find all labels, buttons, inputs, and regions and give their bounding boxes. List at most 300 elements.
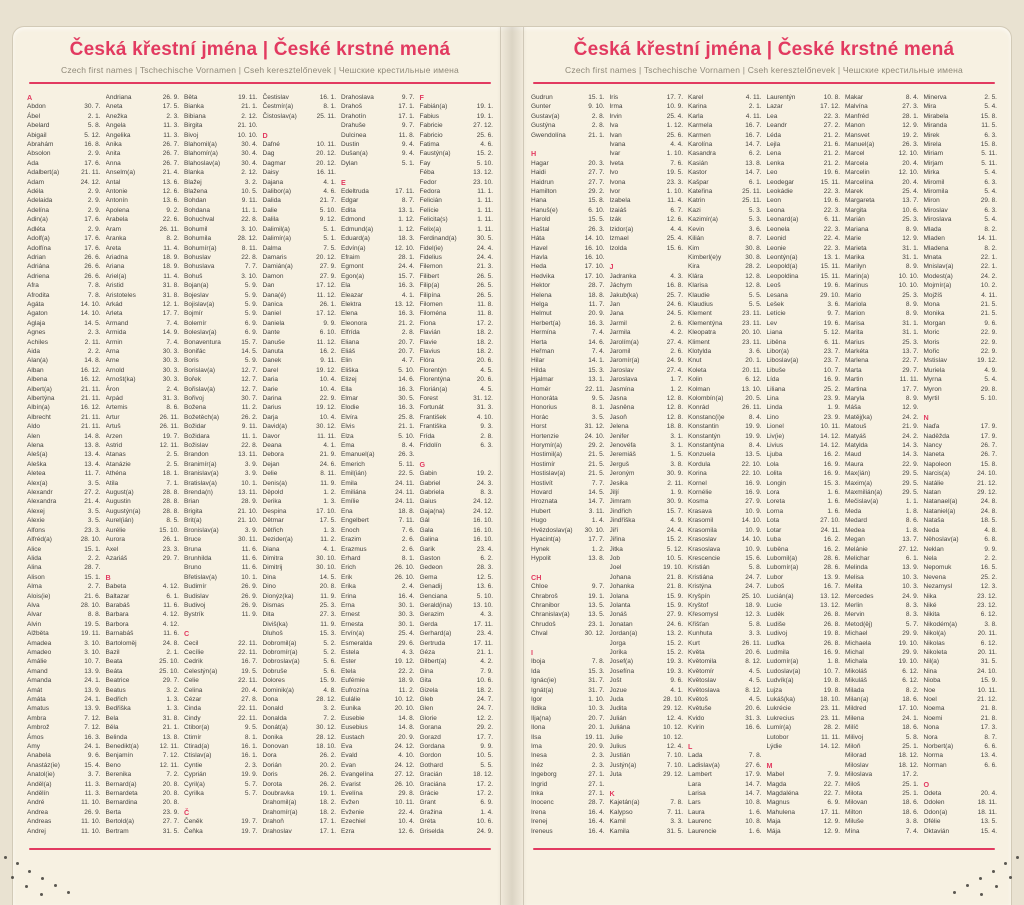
name-day-date: 18. 8. xyxy=(398,507,415,515)
name-day-date: 26. 9. xyxy=(241,583,258,591)
name-entry xyxy=(845,291,919,300)
first-name: Konstantýn xyxy=(688,432,721,440)
name-day-date: 5. 3. xyxy=(748,216,762,224)
first-name: Mladena xyxy=(923,244,949,252)
name-entry xyxy=(610,742,684,751)
name-day-date: 27. 9. xyxy=(319,263,336,271)
name-entry xyxy=(184,601,258,610)
name-day-date: 22. 4. xyxy=(823,235,840,243)
name-entry xyxy=(341,827,415,836)
name-day-date: 19. 8. xyxy=(823,630,840,638)
name-day-date: 8. 4. xyxy=(905,94,919,101)
name-entry xyxy=(106,516,180,525)
first-name: Efraim xyxy=(341,253,360,261)
name-day-date: 26. 7. xyxy=(162,159,179,167)
first-name: Nikita xyxy=(923,611,940,619)
name-entry xyxy=(610,761,684,770)
name-entry xyxy=(767,808,841,817)
name-day-date: 12. 9. xyxy=(902,404,919,412)
first-name: Alida xyxy=(27,554,42,562)
name-entry xyxy=(531,244,605,253)
first-name: Noema xyxy=(923,705,945,713)
name-day-date: 15. 10. xyxy=(159,526,179,534)
first-name: Bernard(a) xyxy=(105,780,137,788)
first-name: Ctimír xyxy=(184,733,202,741)
name-entry xyxy=(106,338,180,347)
first-name: Morgan xyxy=(923,319,946,327)
name-day-date: 12. 7. xyxy=(241,385,258,393)
name-entry xyxy=(924,733,998,742)
name-entry xyxy=(263,469,337,478)
name-day-date: 10. 6. xyxy=(476,677,493,685)
name-entry xyxy=(688,479,762,488)
name-day-date: 13. 9. xyxy=(84,705,101,713)
name-day-date: 15. 8. xyxy=(980,460,997,468)
name-entry xyxy=(106,244,180,253)
first-name: Ignác(ie) xyxy=(531,677,557,685)
name-column xyxy=(767,93,841,836)
name-entry xyxy=(610,657,684,666)
first-name: Eustach xyxy=(341,733,365,741)
name-entry xyxy=(420,441,494,450)
name-entry xyxy=(767,178,841,187)
first-name: Blahomír(a) xyxy=(184,150,218,158)
first-name: Felície xyxy=(419,206,439,214)
first-name: Blahoslav(a) xyxy=(184,159,221,167)
first-name: Chranislav(a) xyxy=(531,611,570,619)
name-entry xyxy=(420,695,494,704)
first-name: Absolon xyxy=(27,150,51,158)
name-day-date: 19. 8. xyxy=(823,677,840,685)
first-name: Milton xyxy=(845,808,863,816)
first-name: Arkád xyxy=(105,300,123,308)
name-entry xyxy=(184,168,258,177)
first-name: Havel xyxy=(531,244,548,252)
name-day-date: 12. 4. xyxy=(666,714,683,722)
first-name: Chloe xyxy=(531,583,548,591)
first-name: Albín(a) xyxy=(27,404,50,412)
first-name: Adam xyxy=(27,178,44,186)
first-name: Gražina xyxy=(419,808,443,816)
first-name: Lenka xyxy=(766,159,785,167)
name-day-date: 2. 1. xyxy=(166,648,179,656)
name-day-date: 27. 9. xyxy=(745,498,762,506)
name-entry xyxy=(341,309,415,318)
first-name: Libuše xyxy=(766,366,786,374)
name-entry xyxy=(767,422,841,431)
name-entry xyxy=(341,507,415,516)
first-name: Brit(a) xyxy=(184,517,202,525)
name-entry xyxy=(688,319,762,328)
name-day-date: 29. 2. xyxy=(588,442,605,450)
name-entry xyxy=(845,131,919,140)
name-day-date: 16. 10. xyxy=(473,517,493,525)
first-name: Jiljí xyxy=(609,489,619,497)
name-entry xyxy=(767,770,841,779)
name-entry xyxy=(106,601,180,610)
first-name: Megan xyxy=(845,536,865,544)
name-entry xyxy=(924,554,998,563)
first-name: Naděžda xyxy=(923,432,950,440)
name-day-date: 21. 12. xyxy=(977,479,997,487)
name-entry xyxy=(184,479,258,488)
name-entry xyxy=(184,582,258,591)
name-day-date: 2. 8. xyxy=(480,432,493,440)
name-entry xyxy=(767,554,841,563)
first-name: Areta xyxy=(105,244,122,252)
first-name: Danuše xyxy=(262,338,285,346)
name-day-date: 16. 10. xyxy=(473,526,493,534)
name-day-date: 14. 5. xyxy=(84,319,101,327)
name-entry xyxy=(184,253,258,262)
name-entry xyxy=(924,159,998,168)
name-entry xyxy=(688,149,762,158)
name-day-date: 30. 5. xyxy=(398,395,415,402)
name-day-date: 6. 2. xyxy=(748,150,762,158)
first-name: Elvis xyxy=(341,423,355,431)
name-day-date: 16. 9. xyxy=(823,460,840,468)
name-entry xyxy=(341,695,415,704)
first-name: Felix(a) xyxy=(419,225,442,233)
name-day-date: 11. 6. xyxy=(163,601,179,609)
name-day-date: 26. 8. xyxy=(823,611,840,619)
diary-spread xyxy=(12,26,1012,905)
first-name: Gertruda xyxy=(419,639,446,647)
name-entry xyxy=(341,497,415,506)
name-day-date: 27. 7. xyxy=(588,178,605,186)
name-day-date: 17. 5. xyxy=(319,517,336,525)
first-name: Kamila xyxy=(609,827,630,835)
first-name: Abrahám xyxy=(27,141,54,149)
name-entry xyxy=(688,178,762,187)
name-entry xyxy=(531,554,605,563)
first-name: Jaroslava xyxy=(609,376,638,384)
name-entry xyxy=(767,338,841,347)
name-entry xyxy=(263,422,337,431)
first-name: Martina xyxy=(845,385,867,393)
first-name: Doris xyxy=(262,771,278,779)
first-name: Dalibor(a) xyxy=(262,188,292,196)
name-entry xyxy=(341,140,415,149)
name-entry xyxy=(845,563,919,572)
name-day-date: 11. 9. xyxy=(320,620,336,628)
first-name: Lino xyxy=(766,413,779,421)
name-entry xyxy=(341,121,415,130)
first-name: Beno xyxy=(105,761,121,769)
name-entry xyxy=(420,733,494,742)
first-name: Myrna xyxy=(923,376,942,384)
first-name: Ida xyxy=(531,667,541,675)
name-day-date: 3. 9. xyxy=(244,460,258,468)
name-entry xyxy=(845,479,919,488)
first-name: Jasněna xyxy=(609,404,635,412)
name-entry xyxy=(106,526,180,535)
first-name: Frída xyxy=(419,432,435,440)
first-name: Helena xyxy=(531,291,552,299)
name-day-date: 17. 5. xyxy=(162,103,179,111)
first-name: Hana xyxy=(531,197,547,205)
name-entry xyxy=(263,545,337,554)
first-name: Kryštof xyxy=(688,601,709,609)
first-name: Ludoslav(a) xyxy=(766,667,801,675)
name-entry xyxy=(263,808,337,817)
name-day-date: 27. 8. xyxy=(241,696,258,703)
name-day-date: 29. 2. xyxy=(588,188,605,196)
name-entry xyxy=(767,102,841,111)
name-day-date: 25. 4. xyxy=(666,112,683,120)
blank-row xyxy=(531,639,605,648)
first-name: Fabricie xyxy=(419,122,443,130)
name-entry xyxy=(688,469,762,478)
name-day-date: 23. 11. xyxy=(742,319,762,327)
name-day-date: 21. 5. xyxy=(980,310,997,318)
name-entry xyxy=(688,507,762,516)
first-name: Leona xyxy=(766,206,785,214)
name-day-date: 31. 12. xyxy=(473,395,493,402)
first-name: Berenika xyxy=(105,771,132,779)
name-day-date: 19. 2. xyxy=(476,470,493,478)
name-day-date: 11. 2. xyxy=(398,686,415,694)
name-entry xyxy=(420,291,494,300)
name-entry xyxy=(263,366,337,375)
name-day-date: 5. 7. xyxy=(244,780,258,788)
name-day-date: 1. 12. xyxy=(398,225,415,233)
first-name: Bořislav(a) xyxy=(184,385,216,393)
name-entry xyxy=(27,215,101,224)
name-entry xyxy=(845,751,919,760)
first-name: Jitka xyxy=(609,545,623,553)
first-name: Elvíra xyxy=(341,413,358,421)
first-name: Filoména xyxy=(419,310,447,318)
name-day-date: 21. 1. xyxy=(162,724,179,732)
name-entry xyxy=(924,704,998,713)
name-entry xyxy=(263,187,337,196)
name-day-date: 6. 11. xyxy=(824,216,840,224)
first-name: Áron xyxy=(105,385,120,393)
name-entry xyxy=(106,215,180,224)
first-name: Břetislav(a) xyxy=(184,573,217,581)
first-name: Bojislav(a) xyxy=(184,300,215,308)
name-entry xyxy=(184,751,258,760)
first-name: Herbert(a) xyxy=(531,319,561,327)
name-day-date: 11. 12. xyxy=(316,338,336,346)
name-entry xyxy=(531,102,605,111)
first-name: Hanuš(e) xyxy=(531,206,558,214)
name-entry xyxy=(106,733,180,742)
name-entry xyxy=(27,196,101,205)
name-entry xyxy=(924,262,998,271)
name-entry xyxy=(531,234,605,243)
name-day-date: 9. 11. xyxy=(320,357,336,365)
name-entry xyxy=(263,601,337,610)
blank-row xyxy=(184,620,258,629)
first-name: Lea xyxy=(766,112,778,120)
first-name: Ludmila xyxy=(766,648,790,656)
first-name: Ivan xyxy=(609,131,622,139)
name-entry xyxy=(184,827,258,836)
name-day-date: 7. 4. xyxy=(166,319,179,327)
name-day-date: 31. 7. xyxy=(588,686,605,694)
name-entry xyxy=(263,526,337,535)
name-entry xyxy=(184,789,258,798)
first-name: Adelína xyxy=(27,206,50,214)
first-name: Gita xyxy=(419,677,432,685)
name-entry xyxy=(688,356,762,365)
name-day-date: 14. 7. xyxy=(745,780,762,788)
first-name: Eliana xyxy=(341,338,360,346)
name-day-date: 2. 5. xyxy=(166,460,179,468)
first-name: Gedeon xyxy=(419,564,443,572)
first-name: Donát(a) xyxy=(262,724,288,732)
name-entry xyxy=(341,102,415,111)
name-entry xyxy=(531,723,605,732)
first-name: Brian xyxy=(184,498,200,506)
name-entry xyxy=(610,413,684,422)
name-entry xyxy=(845,121,919,130)
name-day-date: 10. 8. xyxy=(823,94,840,101)
name-day-date: 12. 10. xyxy=(898,169,919,177)
name-entry xyxy=(341,460,415,469)
name-entry xyxy=(924,751,998,760)
name-entry xyxy=(27,140,101,149)
first-name: Loreta xyxy=(766,498,785,506)
name-day-date: 24. 4. xyxy=(476,244,493,252)
first-name: Danica xyxy=(262,300,283,308)
name-day-date: 30. 3. xyxy=(162,366,179,374)
first-name: Kastor xyxy=(688,169,707,177)
first-name: Maja xyxy=(766,818,781,826)
first-name: Jiří xyxy=(609,526,619,534)
name-day-date: 1. 6. xyxy=(748,808,762,816)
first-name: Fedora xyxy=(419,188,441,196)
name-entry xyxy=(924,601,998,610)
name-entry xyxy=(341,300,415,309)
name-day-date: 29. 12. xyxy=(977,489,997,497)
first-name: Alexandra xyxy=(27,498,57,506)
name-entry xyxy=(420,780,494,789)
first-name: Odon(a) xyxy=(923,808,948,816)
first-name: Lorna xyxy=(766,507,784,515)
name-entry xyxy=(924,535,998,544)
name-entry xyxy=(263,413,337,422)
name-day-date: 12. 9. xyxy=(902,122,919,130)
name-day-date: 11. 11. xyxy=(317,432,336,440)
name-entry xyxy=(27,667,101,676)
first-name: Hedvika xyxy=(531,272,555,280)
name-day-date: 16. 3. xyxy=(398,282,415,290)
first-name: Alfons xyxy=(27,526,46,534)
name-entry xyxy=(531,780,605,789)
first-name: Konzuela xyxy=(688,451,716,459)
name-entry xyxy=(767,620,841,629)
name-day-date: 15. 9. xyxy=(666,601,683,609)
name-day-date: 19. 8. xyxy=(823,686,840,694)
name-entry xyxy=(420,610,494,619)
name-day-date: 28. 6. xyxy=(823,554,840,562)
first-name: Hostivít xyxy=(531,479,553,487)
name-day-date: 4. 3. xyxy=(401,648,415,656)
first-name: Luboš xyxy=(766,583,785,591)
name-entry xyxy=(184,338,258,347)
name-entry xyxy=(184,272,258,281)
name-day-date: 23. 11. xyxy=(742,338,762,346)
name-entry xyxy=(263,460,337,469)
name-entry xyxy=(106,432,180,441)
name-entry xyxy=(263,751,337,760)
first-name: Drahoň xyxy=(262,818,284,826)
name-day-date: 26. 7. xyxy=(980,442,997,450)
first-name: Kristiána xyxy=(688,573,714,581)
name-day-date: 8. 7. xyxy=(401,197,415,205)
name-entry xyxy=(531,516,605,525)
first-name: Cézar xyxy=(184,696,202,703)
first-name: Aldo xyxy=(27,423,41,431)
name-day-date: 20. 8. xyxy=(319,583,336,591)
first-name: Honoráta xyxy=(531,395,558,402)
name-entry xyxy=(924,657,998,666)
name-day-date: 16. 7. xyxy=(745,131,762,139)
name-entry xyxy=(420,704,494,713)
first-name: Lola xyxy=(766,460,779,468)
name-entry xyxy=(106,291,180,300)
name-day-date: 31. 8. xyxy=(162,714,179,722)
first-name: Jáchym xyxy=(609,282,632,290)
name-day-date: 8. 3. xyxy=(905,611,919,619)
first-name: Leonid xyxy=(766,235,787,243)
first-name: Horst xyxy=(531,423,547,431)
name-day-date: 15. 5. xyxy=(588,216,605,224)
name-entry xyxy=(688,262,762,271)
name-entry xyxy=(263,262,337,271)
name-entry xyxy=(688,563,762,572)
first-name: Eunika xyxy=(341,705,361,713)
name-entry xyxy=(106,648,180,657)
first-name: Karmela xyxy=(688,122,713,130)
name-entry xyxy=(106,140,180,149)
first-name: Matylda xyxy=(845,442,868,450)
name-entry xyxy=(263,686,337,695)
name-entry xyxy=(610,610,684,619)
name-day-date: 27. 7. xyxy=(588,169,605,177)
name-entry xyxy=(845,460,919,469)
name-day-date: 11. 4. xyxy=(163,244,179,252)
name-entry xyxy=(106,620,180,629)
name-day-date: 29. 5. xyxy=(902,470,919,478)
first-name: Ámos xyxy=(27,733,44,741)
name-day-date: 12. 7. xyxy=(241,366,258,374)
name-entry xyxy=(341,394,415,403)
name-entry xyxy=(106,610,180,619)
name-day-date: 17. 7. xyxy=(476,733,493,741)
name-entry xyxy=(767,545,841,554)
name-entry xyxy=(610,798,684,807)
name-entry xyxy=(263,196,337,205)
first-name: Květoslav xyxy=(688,677,717,685)
name-entry xyxy=(341,545,415,554)
name-entry xyxy=(420,309,494,318)
name-entry xyxy=(531,328,605,337)
name-entry xyxy=(610,592,684,601)
name-entry xyxy=(924,196,998,205)
first-name: Kolman xyxy=(688,385,711,393)
name-entry xyxy=(688,131,762,140)
name-entry xyxy=(845,215,919,224)
name-day-date: 15. 11. xyxy=(820,272,840,280)
name-entry xyxy=(610,582,684,591)
name-day-date: 5. 10. xyxy=(319,206,336,214)
name-entry xyxy=(688,751,762,760)
name-entry xyxy=(341,347,415,356)
